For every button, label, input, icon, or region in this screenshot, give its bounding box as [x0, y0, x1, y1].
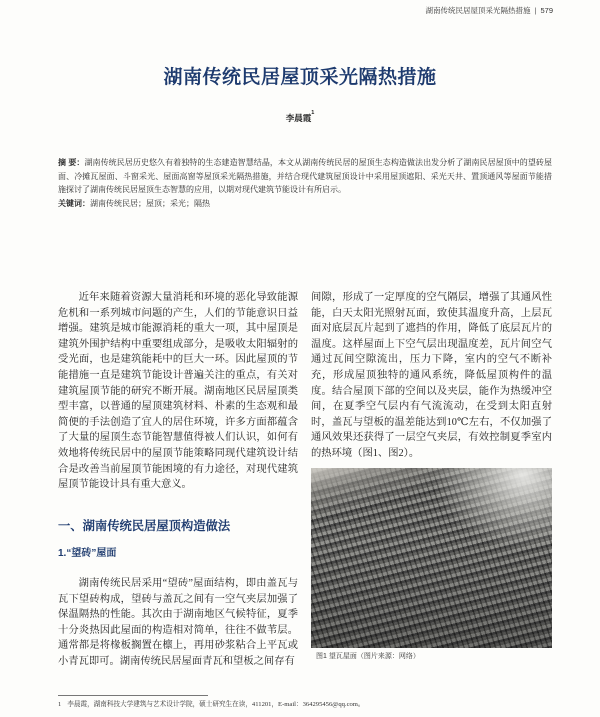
footnote [58, 700, 552, 710]
author-name: 李晨霞 [285, 113, 312, 123]
keywords-text: 湖南传统民居；屋顶；采光；隔热 [90, 199, 210, 208]
abstract-label: 摘 要： [58, 158, 85, 167]
page-number: 579 [540, 6, 553, 15]
abstract-text: 湖南传统民居历史悠久有着独特的生态建造智慧结晶，本文从湖南传统民居的屋顶生态构造做法出发分析了湖南民居屋顶中的望砖屋面、冷摊瓦屋面、斗窗采光、屋面高窗等屋顶采光隔热措施，并结合现代建筑屋顶设计中采用屋顶遮阳、采光天井、置顶通风等屋面节能措施探讨了湖南传统民居屋顶生态智慧的应用，以期对现代建筑节能设计有所启示。 [58, 158, 552, 195]
keywords [58, 197, 552, 211]
header-separator: | [534, 6, 537, 15]
article-title: 湖南传统民居屋顶采光隔热措施 [163, 67, 437, 88]
subsection-heading: 1.“望砖”屋面 [58, 548, 117, 559]
subsection-paragraph: 湖南传统民居采用“望砖”屋面结构，即由盖瓦与瓦下望砖构成，望砖与盖瓦之间有一空气夹层加强了保温隔热的性能。其次由于湖南地区气候特征，夏季十分炎热因此屋面的构造相对简单，往往不做苇层。通常都是将椽板搁置在檩上，再用砂浆粘合上平瓦或小青瓦即可。湖南传统民居屋面青瓦和望板之间存有 [58, 578, 298, 667]
abstract [58, 156, 552, 197]
section-heading: 一、湖南传统民居屋顶构造做法 [58, 519, 231, 533]
continued-paragraph: 间隙，形成了一定厚度的空气隔层，增强了其通风性能，白天太阳光照射瓦面，致使其温度升高，上层瓦面对底层瓦片起到了遮挡的作用，降低了底层瓦片的温度。这样屋面上下空气层出现温度差，瓦片间空气通过瓦间空隙流出，压力下降，室内的空气不断补充，形成屋顶独特的通风系统，降低屋顶构件的温度。结合屋顶下部的空间以及夹层，能作为热缓冲空间，在夏季空气层内有气流流动，在受到太阳直射时，盖瓦与望板的温差能达到10℃左右，不仅加强了通风效果还获得了一层空气夹层，有效控制夏季室内的热环境（图1、图2）。 [311, 292, 552, 459]
author-line [0, 112, 600, 124]
running-title: 湖南传统民居屋顶采光隔热措施 [425, 6, 531, 15]
intro-paragraph: 近年来随着资源大量消耗和环境的恶化导致能源危机和一系列城市问题的产生，人们的节能意识日益增强。建筑是城市能源消耗的重大一项，其中屋顶是建筑外围护结构中重要组成部分，是吸收太阳辐射的受光面，也是建筑能耗中的巨大一环。因此屋顶的节能措施一直是建筑节能设计普遍关注的重点，有关对建筑屋顶节能的研究不断开展。湖南地区民居屋顶类型丰富，以普通的屋顶建筑材料、朴素的生态观和最简便的手法创造了宜人的居住环境，许多方面都蕴含了大量的屋顶生态节能智慧值得被人们认识，如何有效地将传统民居中的屋顶节能策略同现代建筑设计结合是改善当前屋顶节能困境的有力途径，对现代建筑屋顶节能设计具有重大意义。 [58, 292, 298, 491]
footnote-mark: 1 [58, 701, 62, 708]
footnote-divider [58, 695, 208, 696]
running-header [426, 6, 553, 16]
footnote-text: 李晨霞，湖南科技大学建筑与艺术设计学院，硕士研究生在读，411201，E-mail：364295456@qq.com。 [67, 701, 365, 708]
figure-caption: 图1 望瓦屋面（图片来源：网络） [316, 653, 420, 660]
roof-tiles-photo [311, 468, 552, 648]
author-footnote-mark: 1 [311, 110, 315, 116]
keywords-label: 关键词： [58, 199, 90, 208]
